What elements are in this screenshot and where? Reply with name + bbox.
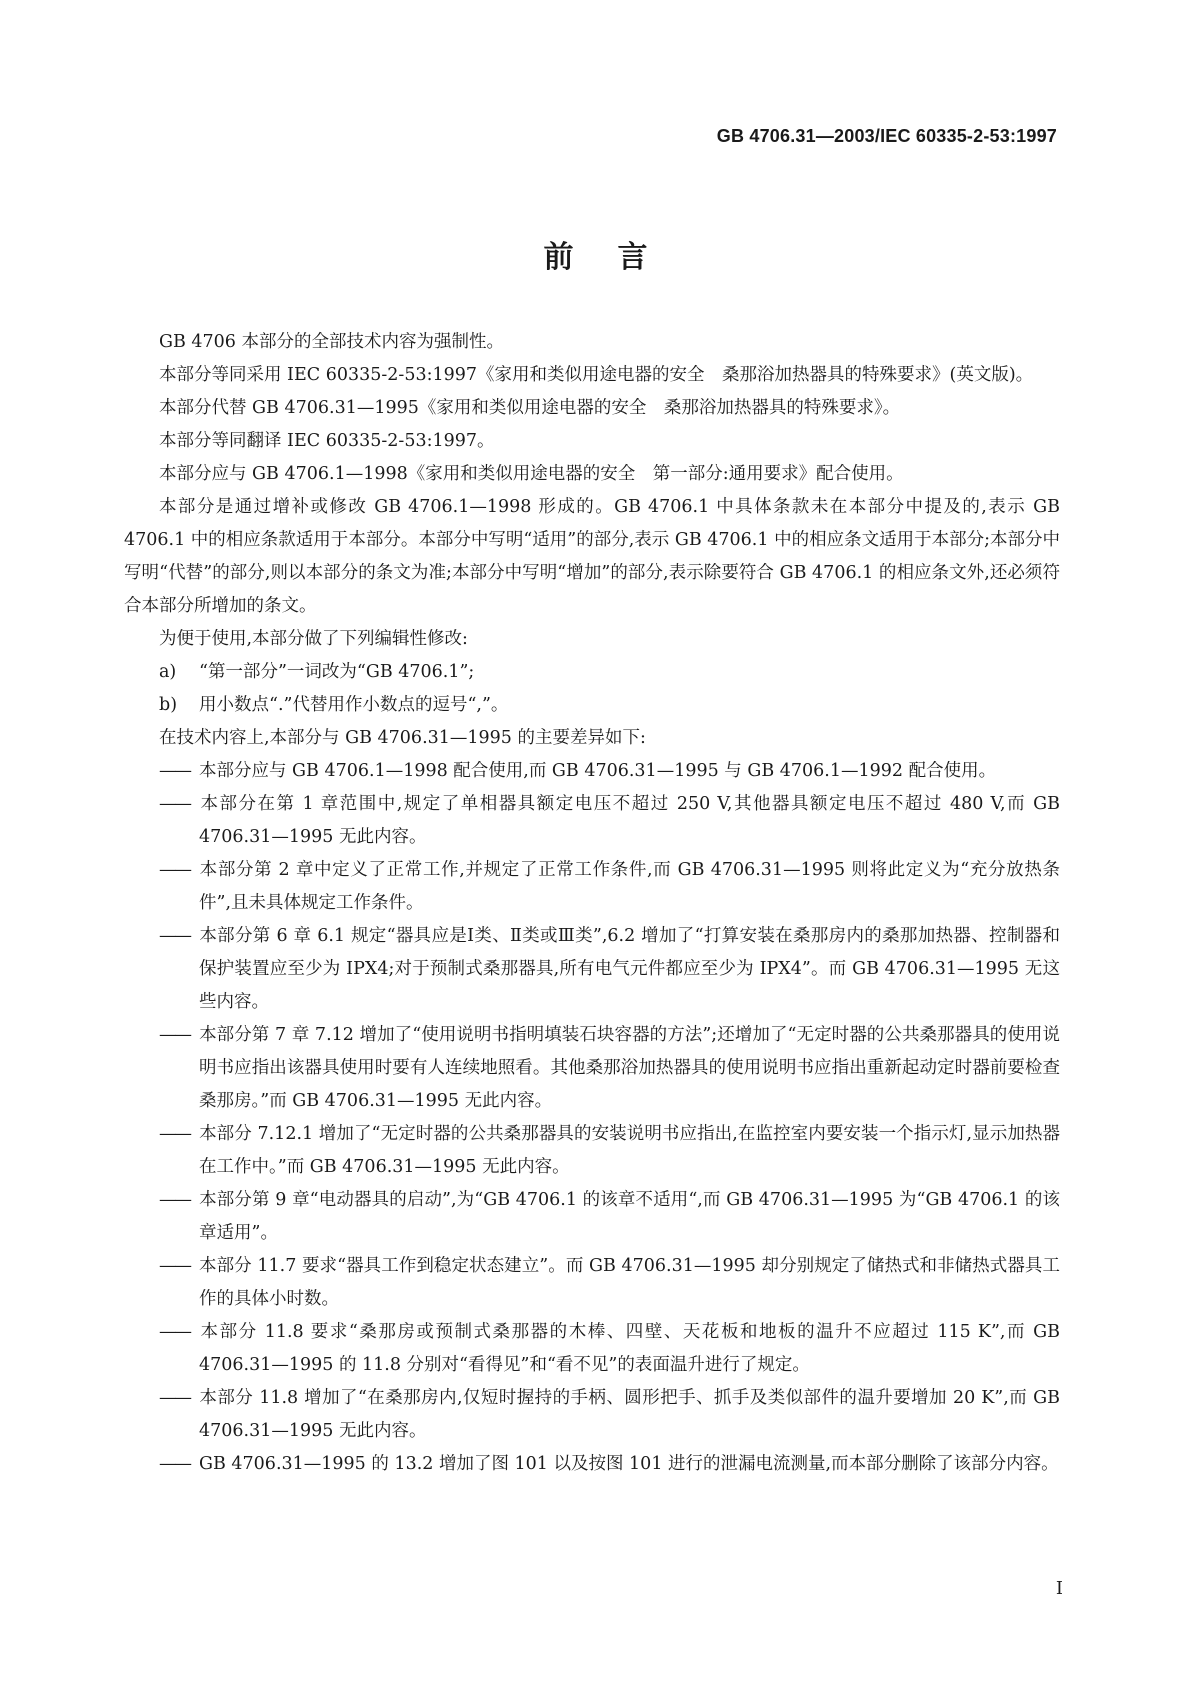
dash-marker: —— — [159, 794, 190, 814]
dash-marker: —— — [159, 1124, 190, 1144]
item-marker: a) — [159, 662, 177, 682]
difference-text: 本部分应与 GB 4706.1—1998 配合使用,而 GB 4706.31—1995 与 GB 4706.1—1992 配合使用。 — [199, 761, 997, 781]
paragraph: 为便于使用,本部分做了下列编辑性修改: — [159, 629, 468, 649]
dash-marker: —— — [159, 1454, 190, 1474]
dash-marker: —— — [159, 1322, 190, 1342]
difference-item — [124, 1019, 1060, 1118]
difference-item — [124, 1382, 1060, 1448]
page-number: I — [1055, 1578, 1063, 1599]
difference-item — [124, 1184, 1060, 1250]
paragraph: 本部分等同翻译 IEC 60335-2-53:1997。 — [159, 431, 495, 451]
dash-marker: —— — [159, 860, 190, 880]
difference-text: 本部分 7.12.1 增加了“无定时器的公共桑那器具的安装说明书应指出,在监控室内要安装一个指示灯,显示加热器在工作中。”而 GB 4706.31—1995 无此内容。 — [199, 1124, 1060, 1177]
dash-marker: —— — [159, 1256, 190, 1276]
dash-marker: —— — [159, 1388, 190, 1408]
paragraph: 本部分代替 GB 4706.31—1995《家用和类似用途电器的安全 桑那浴加热器具的特殊要求》。 — [159, 398, 901, 418]
document-body — [124, 326, 1060, 1481]
difference-text: 本部分第 6 章 6.1 规定“器具应是Ⅰ类、Ⅱ类或Ⅲ类”,6.2 增加了“打算安装在桑那房内的桑那加热器、控制器和保护装置应至少为 IPX4;对于预制式桑那器具,所有电气元件都应至少为 IPX4”。而 GB 4706.31—1995 无这些内容。 — [199, 926, 1060, 1012]
editorial-item — [124, 656, 1060, 689]
item-text: 用小数点“.”代替用作小数点的逗号“,”。 — [199, 695, 509, 715]
difference-item — [124, 1118, 1060, 1184]
differences-intro: 在技术内容上,本部分与 GB 4706.31—1995 的主要差异如下: — [159, 728, 646, 748]
difference-item — [124, 854, 1060, 920]
difference-text: 本部分第 9 章“电动器具的启动”,为“GB 4706.1 的该章不适用“,而 GB 4706.31—1995 为“GB 4706.1 的该章适用”。 — [199, 1190, 1060, 1243]
item-marker: b) — [159, 695, 178, 715]
difference-text: 本部分 11.8 要求“桑那房或预制式桑那器的木棒、四壁、天花板和地板的温升不应超过 115 K”,而 GB 4706.31—1995 的 11.8 分别对“看得见”和“看不见”的表面温升进行了规定。 — [199, 1322, 1060, 1375]
difference-item — [124, 1250, 1060, 1316]
difference-text: 本部分第 2 章中定义了正常工作,并规定了正常工作条件,而 GB 4706.31—1995 则将此定义为“充分放热条件”,且未具体规定工作条件。 — [199, 860, 1060, 913]
difference-item — [124, 788, 1060, 854]
difference-item — [124, 1448, 1060, 1481]
difference-text: GB 4706.31—1995 的 13.2 增加了图 101 以及按图 101 进行的泄漏电流测量,而本部分删除了该部分内容。 — [199, 1454, 1059, 1474]
paragraph: GB 4706 本部分的全部技术内容为强制性。 — [159, 332, 505, 352]
dash-marker: —— — [159, 926, 190, 946]
paragraph: 本部分是通过增补或修改 GB 4706.1—1998 形成的。GB 4706.1 中具体条款未在本部分中提及的,表示 GB 4706.1 中的相应条款适用于本部分。本部分中写明“适用”的部分,表示 GB 4706.1 中的相应条文适用于本部分;本部分中写明“代替”的部分,则以本部分的条文为准;本部分中写明“增加”的部分,表示除要符合 GB 4706.1 的相应条文外,还必须符合本部分所增加的条文。 — [124, 497, 1060, 616]
standard-code: GB 4706.31—2003/IEC 60335-2-53:1997 — [716, 126, 1057, 146]
dash-marker: —— — [159, 761, 190, 781]
item-text: “第一部分”一词改为“GB 4706.1”; — [199, 662, 475, 682]
difference-item — [124, 755, 1060, 788]
dash-marker: —— — [159, 1190, 190, 1210]
difference-text: 本部分在第 1 章范围中,规定了单相器具额定电压不超过 250 V,其他器具额定电压不超过 480 V,而 GB 4706.31—1995 无此内容。 — [199, 794, 1060, 847]
difference-text: 本部分第 7 章 7.12 增加了“使用说明书指明填装石块容器的方法”;还增加了“无定时器的公共桑那器具的使用说明书应指出该器具使用时要有人连续地照看。其他桑那浴加热器具的使用说明书应指出重新起动定时器前要检查桑那房。”而 GB 4706.31—1995 无此内容。 — [199, 1025, 1060, 1111]
paragraph: 本部分等同采用 IEC 60335-2-53:1997《家用和类似用途电器的安全 桑那浴加热器具的特殊要求》(英文版)。 — [159, 365, 1034, 385]
difference-text: 本部分 11.7 要求“器具工作到稳定状态建立”。而 GB 4706.31—1995 却分别规定了储热式和非储热式器具工作的具体小时数。 — [199, 1256, 1060, 1309]
difference-item — [124, 920, 1060, 1019]
page-title: 前言 — [543, 240, 692, 275]
difference-text: 本部分 11.8 增加了“在桑那房内,仅短时握持的手柄、圆形把手、抓手及类似部件的温升要增加 20 K”,而 GB 4706.31—1995 无此内容。 — [199, 1388, 1060, 1441]
difference-item — [124, 1316, 1060, 1382]
editorial-item — [124, 689, 1060, 722]
dash-marker: —— — [159, 1025, 190, 1045]
paragraph: 本部分应与 GB 4706.1—1998《家用和类似用途电器的安全 第一部分:通用要求》配合使用。 — [159, 464, 904, 484]
